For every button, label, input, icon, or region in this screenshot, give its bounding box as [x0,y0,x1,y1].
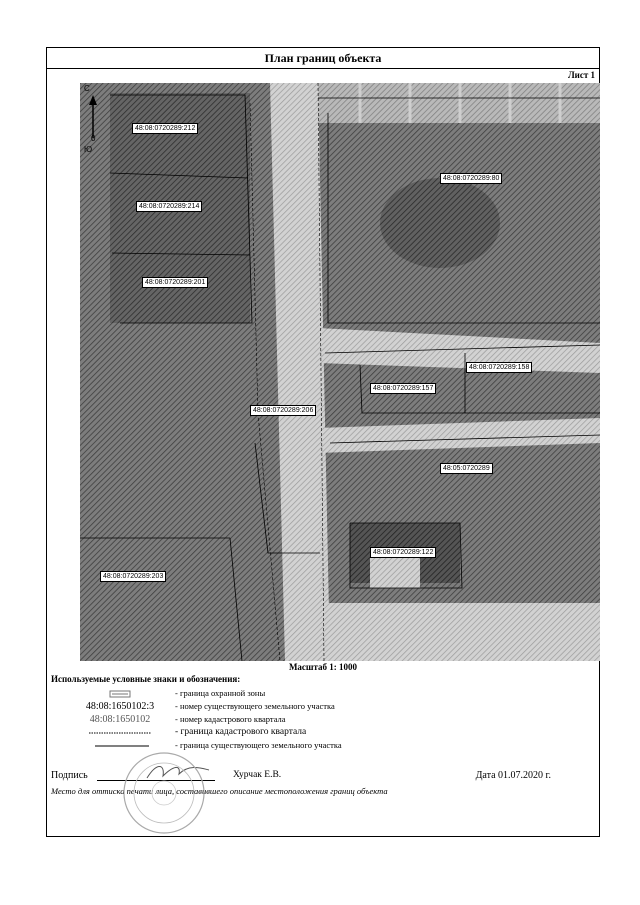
parcel-label: 48:08:0720289:80 [440,173,502,184]
parcel-label: 48:05:0720289 [440,463,493,474]
parcel-label: 48:08:0720289:214 [136,201,202,212]
legend-text: - номер кадастрового квартала [175,714,286,724]
legend-item-quarter-number [47,714,599,726]
document-frame [46,47,600,837]
parcel-label: 48:08:0720289:201 [142,277,208,288]
legend-item-protection-zone [47,688,599,700]
legend-text: - граница кадастрового квартала [175,727,307,737]
official-stamp [119,748,209,838]
parcel-label: 48:08:0720289:158 [466,362,532,373]
map-scale: Масштаб 1: 1000 [288,662,358,672]
legend-symbol-dotted-line [75,727,165,737]
parcel-label: 48:08:0720289:157 [370,383,436,394]
legend-item-quarter-boundary [47,727,599,739]
compass-north: С [84,84,90,93]
signature-date: Дата 01.07.2020 г. [475,770,551,781]
legend-item-parcel-number [47,701,599,713]
parcel-label: 48:08:0720289:212 [132,123,198,134]
stamp-note: Место для оттиска печати лица, составившего описание местоположения границ объекта [51,786,388,796]
legend-text: - граница охранной зоны [175,688,266,698]
legend-symbol-hatched-box [75,688,165,698]
legend-title: Используемые условные знаки и обозначения: [51,674,241,684]
legend-text: - граница существующего земельного участка [175,740,342,750]
compass-zero: 0 [91,134,96,143]
cadastral-map [80,83,600,661]
parcel-label: 48:08:0720289:122 [370,547,436,558]
legend-symbol-text: 48:08:1650102 [89,714,151,725]
document-title: План границ объекта [47,48,599,69]
parcel-label: 48:08:0720289:203 [100,571,166,582]
sheet-number: Лист 1 [567,70,595,80]
compass-south: Ю [84,145,93,154]
signer-name: Хурчак Е.В. [233,770,282,780]
parcel-label: 48:08:0720289:206 [250,405,316,416]
signature-label: Подпись [51,770,88,781]
legend-symbol-text: 48:08:1650102:3 [85,701,155,712]
compass [80,83,110,173]
legend-text: - номер существующего земельного участка [175,701,335,711]
